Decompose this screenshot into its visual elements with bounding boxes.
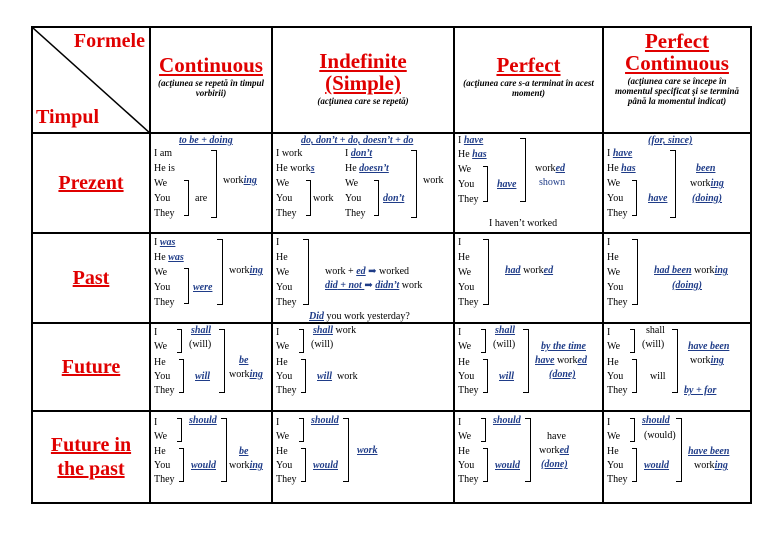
tense-table xyxy=(31,26,752,504)
negative-example: I haven’t worked xyxy=(489,218,558,229)
perfect-note: (acţiunea care s-a terminat în acest moment) xyxy=(463,78,594,98)
indefinite-title: Indefinite xyxy=(319,49,407,73)
future-past-perfect: I We should He You They would have worked (done) xyxy=(454,411,603,503)
header-indefinite xyxy=(272,27,454,133)
past-perfect-continuous: I He We You They had been working (doing) xyxy=(603,233,751,323)
prezent-indefinite: do, don’t + do, doesn’t + do I work He works We You They work I don’t He doesn’t We You They don’t work xyxy=(272,133,454,233)
formele-label: Formele xyxy=(73,30,145,52)
header-perfect xyxy=(454,27,603,133)
future-indefinite: I We shall work (will) He You They will work xyxy=(272,323,454,411)
header-perfect-continuous xyxy=(603,27,751,133)
bracket xyxy=(211,150,217,218)
row-future: Future xyxy=(32,323,150,411)
indefinite-note: (acţiunea care se repetă) xyxy=(317,96,409,106)
future-past-indefinite: I We should He You They would work xyxy=(272,411,454,503)
past-indefinite: I He We You They work + ed ➡ worked did + not ➡ didn’t work Did you work yesterday? xyxy=(272,233,454,323)
corner-cell xyxy=(32,27,150,133)
prezent-perfect-continuous: (for, since) I have He has We You They have been working (doing) xyxy=(603,133,751,233)
future-continuous: I We shall (will) He You They will be working xyxy=(150,323,272,411)
continuous-note: (acţiunea se repetă în timpul vorbirii) xyxy=(157,78,264,98)
perfect-continuous-note: (acţiunea care se începe în momentul specificat şi se termină până la momentul indicat) xyxy=(615,76,739,106)
row-prezent: Prezent xyxy=(32,133,150,233)
prezent-continuous: to be + doing I am He is We You They are working xyxy=(150,133,272,233)
prezent-perfect: I have He has We You They have worked shown I haven’t worked xyxy=(454,133,603,233)
future-perfect-continuous: I We shall (will) He You They will have been working by + for xyxy=(603,323,751,411)
formula: to be + doing xyxy=(179,135,233,146)
past-perfect: I He We You They had worked xyxy=(454,233,603,323)
timpul-label: Timpul xyxy=(36,106,99,128)
perfect-continuous-title1: Perfect xyxy=(644,29,710,53)
past-continuous: I was He was We You They were working xyxy=(150,233,272,323)
perfect-title: Perfect xyxy=(496,53,561,77)
header-continuous xyxy=(150,27,272,133)
row-future-in-the-past: Future in the past xyxy=(32,411,150,503)
row-past: Past xyxy=(32,233,150,323)
perfect-continuous-title2: Continuous xyxy=(625,51,729,75)
future-past-perfect-continuous: I We should (would) He You They would have been working xyxy=(603,411,751,503)
future-perfect: I We shall (will) He You They will by the time have worked (done) xyxy=(454,323,603,411)
bracket xyxy=(184,180,189,216)
future-past-continuous: I We should He You They would be working xyxy=(150,411,272,503)
continuous-title: Continuous xyxy=(159,53,263,77)
indefinite-subtitle: (Simple) xyxy=(325,71,401,95)
